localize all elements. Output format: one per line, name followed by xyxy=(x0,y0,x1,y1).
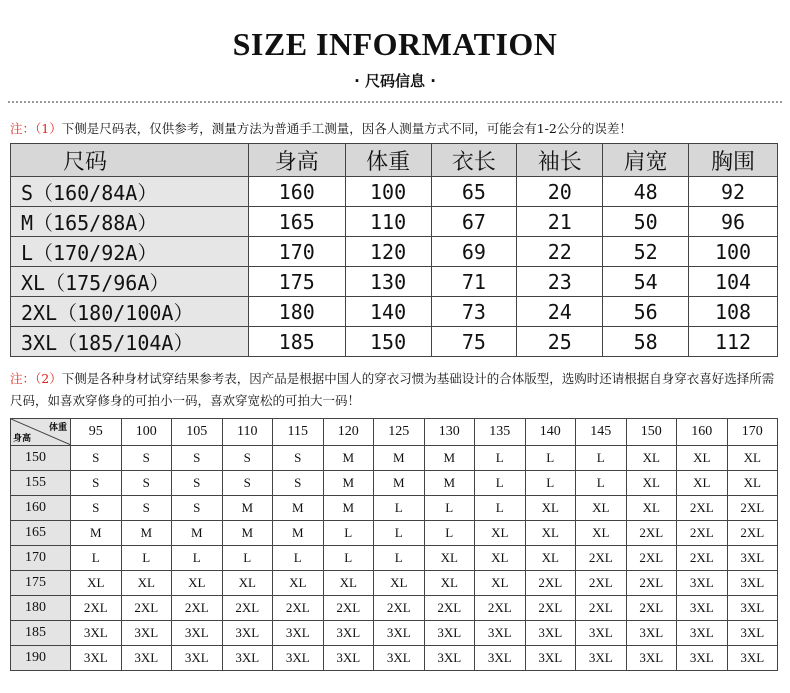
fit-size-cell: S xyxy=(121,496,172,521)
fit-size-cell: M xyxy=(374,471,425,496)
fit-size-cell: 3XL xyxy=(677,621,728,646)
fit-size-cell: 2XL xyxy=(626,596,677,621)
size-table-cell: 22 xyxy=(517,237,603,267)
fit-size-cell: 3XL xyxy=(374,621,425,646)
fit-size-cell: 2XL xyxy=(172,596,223,621)
fit-table-header-row xyxy=(11,419,778,446)
size-table-cell: 69 xyxy=(431,237,517,267)
size-table-cell: 65 xyxy=(431,177,517,207)
fit-size-cell: S xyxy=(222,446,273,471)
fit-table-row xyxy=(11,646,778,671)
corner-height-label: 身高 xyxy=(13,434,32,444)
weight-header-cell: 130 xyxy=(424,419,475,446)
size-table-cell: 104 xyxy=(689,267,778,297)
fit-size-cell: 3XL xyxy=(323,646,374,671)
fit-size-cell: 2XL xyxy=(374,596,425,621)
fit-size-cell: 3XL xyxy=(727,646,778,671)
fit-size-cell: 3XL xyxy=(172,621,223,646)
fit-table-row xyxy=(11,596,778,621)
height-header-cell: 185 xyxy=(11,621,71,646)
fit-size-cell: M xyxy=(273,496,324,521)
weight-header-cell: 120 xyxy=(323,419,374,446)
size-table-row xyxy=(11,327,778,357)
fit-size-cell: L xyxy=(71,546,122,571)
fit-size-cell: 3XL xyxy=(121,646,172,671)
size-table-cell: 140 xyxy=(345,297,431,327)
fit-size-cell: XL xyxy=(424,571,475,596)
fit-size-cell: M xyxy=(424,471,475,496)
fit-size-cell: 2XL xyxy=(626,521,677,546)
fit-size-cell: 2XL xyxy=(222,596,273,621)
fit-size-cell: 3XL xyxy=(626,646,677,671)
fit-reference-table xyxy=(10,418,778,671)
size-table-row xyxy=(11,237,778,267)
fit-size-cell: L xyxy=(475,471,526,496)
fit-table-row xyxy=(11,521,778,546)
size-table-cell: 110 xyxy=(345,207,431,237)
size-table-cell: 185 xyxy=(248,327,345,357)
size-table-cell: 56 xyxy=(603,297,689,327)
size-table-cell: 96 xyxy=(689,207,778,237)
fit-size-cell: 2XL xyxy=(121,596,172,621)
fit-size-cell: S xyxy=(273,471,324,496)
height-header-cell: 170 xyxy=(11,546,71,571)
weight-header-cell: 145 xyxy=(576,419,627,446)
fit-size-cell: M xyxy=(323,471,374,496)
note-prefix: 注：（2） xyxy=(10,371,62,386)
size-label-cell: 3XL（185/104A） xyxy=(11,327,249,357)
note-text: 下侧是尺码表，仅供参考，测量方法为普通手工测量，因各人测量方式不同，可能会有1-2公分的误差！ xyxy=(61,121,632,136)
fit-size-cell: XL xyxy=(273,571,324,596)
fit-size-cell: 3XL xyxy=(727,621,778,646)
size-table-header-cell: 衣长 xyxy=(431,144,517,177)
fit-size-cell: XL xyxy=(525,546,576,571)
fit-size-cell: 3XL xyxy=(727,571,778,596)
fit-size-cell: L xyxy=(374,496,425,521)
fit-size-cell: L xyxy=(121,546,172,571)
size-table-header-cell: 袖长 xyxy=(517,144,603,177)
size-table-cell: 50 xyxy=(603,207,689,237)
fit-size-cell: 3XL xyxy=(273,621,324,646)
height-header-cell: 165 xyxy=(11,521,71,546)
fit-size-cell: S xyxy=(71,446,122,471)
fit-size-cell: 3XL xyxy=(172,646,223,671)
fit-size-cell: XL xyxy=(475,571,526,596)
fit-size-cell: 3XL xyxy=(424,646,475,671)
fit-size-cell: 3XL xyxy=(677,646,728,671)
note-text: 下侧是各种身材试穿结果参考表，因产品是根据中国人的穿衣习惯为基础设计的合体版型，选购时还请根据自身穿衣喜好选择所需尺码，如喜欢穿修身的可拍小一码，喜欢穿宽松的可拍大一码！ xyxy=(10,371,775,408)
size-label-cell: XL（175/96A） xyxy=(11,267,249,297)
fit-size-cell: 2XL xyxy=(677,546,728,571)
fit-size-cell: 2XL xyxy=(626,546,677,571)
note-prefix: 注：（1） xyxy=(10,121,62,136)
fit-size-cell: 3XL xyxy=(71,621,122,646)
size-table xyxy=(10,143,778,357)
size-label-cell: 2XL（180/100A） xyxy=(11,297,249,327)
fit-table-row xyxy=(11,621,778,646)
size-table-cell: 165 xyxy=(248,207,345,237)
fit-size-cell: S xyxy=(121,471,172,496)
size-table-cell: 24 xyxy=(517,297,603,327)
size-table-row xyxy=(11,177,778,207)
fit-size-cell: XL xyxy=(475,546,526,571)
fit-size-cell: XL xyxy=(121,571,172,596)
fit-size-cell: 3XL xyxy=(727,546,778,571)
fit-size-cell: XL xyxy=(727,471,778,496)
fit-size-cell: 3XL xyxy=(576,646,627,671)
fit-size-cell: XL xyxy=(677,446,728,471)
size-table-cell: 130 xyxy=(345,267,431,297)
size-table-note xyxy=(10,118,632,140)
fit-size-cell: 2XL xyxy=(677,496,728,521)
weight-header-cell: 115 xyxy=(273,419,324,446)
fit-size-cell: L xyxy=(576,446,627,471)
fit-size-cell: 2XL xyxy=(424,596,475,621)
weight-header-cell: 105 xyxy=(172,419,223,446)
fit-size-cell: 3XL xyxy=(374,646,425,671)
fit-size-cell: 3XL xyxy=(576,621,627,646)
fit-size-cell: 2XL xyxy=(525,596,576,621)
page-subtitle: · 尺码信息 · xyxy=(354,72,436,90)
size-table-row xyxy=(11,207,778,237)
fit-size-cell: M xyxy=(172,521,223,546)
fit-table-row xyxy=(11,496,778,521)
weight-header-cell: 125 xyxy=(374,419,425,446)
fit-size-cell: XL xyxy=(374,571,425,596)
size-table-cell: 67 xyxy=(431,207,517,237)
fit-table-row xyxy=(11,546,778,571)
fit-size-cell: L xyxy=(525,471,576,496)
fit-size-cell: L xyxy=(576,471,627,496)
size-table-cell: 52 xyxy=(603,237,689,267)
fit-size-cell: L xyxy=(172,546,223,571)
fit-table-row xyxy=(11,471,778,496)
fit-size-cell: M xyxy=(323,496,374,521)
fit-size-cell: S xyxy=(172,446,223,471)
size-table-cell: 92 xyxy=(689,177,778,207)
fit-size-cell: M xyxy=(222,521,273,546)
size-label-cell: S（160/84A） xyxy=(11,177,249,207)
size-table-cell: 175 xyxy=(248,267,345,297)
weight-header-cell: 160 xyxy=(677,419,728,446)
fit-size-cell: S xyxy=(273,446,324,471)
size-table-cell: 25 xyxy=(517,327,603,357)
size-table-cell: 48 xyxy=(603,177,689,207)
size-table-cell: 73 xyxy=(431,297,517,327)
fit-size-cell: XL xyxy=(727,446,778,471)
size-table-header-cell: 体重 xyxy=(345,144,431,177)
fit-size-cell: 2XL xyxy=(475,596,526,621)
fit-size-cell: L xyxy=(475,446,526,471)
fit-size-cell: XL xyxy=(525,521,576,546)
fit-size-cell: XL xyxy=(525,496,576,521)
size-table-header-row xyxy=(11,144,778,177)
fit-size-cell: L xyxy=(424,521,475,546)
fit-size-cell: XL xyxy=(626,446,677,471)
weight-header-cell: 100 xyxy=(121,419,172,446)
weight-header-cell: 170 xyxy=(727,419,778,446)
fit-size-cell: 2XL xyxy=(677,521,728,546)
size-table-row xyxy=(11,297,778,327)
size-table-cell: 100 xyxy=(345,177,431,207)
fit-size-cell: S xyxy=(71,471,122,496)
fit-size-cell: 3XL xyxy=(727,596,778,621)
fit-size-cell: XL xyxy=(172,571,223,596)
fit-size-cell: S xyxy=(172,471,223,496)
fit-size-cell: M xyxy=(424,446,475,471)
weight-header-cell: 140 xyxy=(525,419,576,446)
weight-header-cell: 110 xyxy=(222,419,273,446)
fit-size-cell: M xyxy=(121,521,172,546)
fit-size-cell: L xyxy=(475,496,526,521)
height-header-cell: 175 xyxy=(11,571,71,596)
fit-size-cell: 3XL xyxy=(424,621,475,646)
size-table-header-cell: 尺码 xyxy=(11,144,249,177)
corner-weight-label: 体重 xyxy=(48,423,67,433)
size-table-row xyxy=(11,267,778,297)
fit-size-cell: S xyxy=(222,471,273,496)
size-label-cell: L（170/92A） xyxy=(11,237,249,267)
fit-size-cell: 3XL xyxy=(525,621,576,646)
fit-size-cell: XL xyxy=(222,571,273,596)
weight-header-cell: 95 xyxy=(71,419,122,446)
fit-size-cell: 3XL xyxy=(273,646,324,671)
fit-size-cell: L xyxy=(323,521,374,546)
height-header-cell: 155 xyxy=(11,471,71,496)
fit-table-row xyxy=(11,571,778,596)
fit-size-cell: M xyxy=(222,496,273,521)
size-table-cell: 180 xyxy=(248,297,345,327)
fit-size-cell: M xyxy=(323,446,374,471)
fit-size-cell: XL xyxy=(475,521,526,546)
size-table-cell: 100 xyxy=(689,237,778,267)
fit-size-cell: L xyxy=(374,521,425,546)
size-table-header-cell: 肩宽 xyxy=(603,144,689,177)
fit-size-cell: 3XL xyxy=(475,621,526,646)
fit-size-cell: 3XL xyxy=(121,621,172,646)
size-table-cell: 21 xyxy=(517,207,603,237)
fit-size-cell: L xyxy=(525,446,576,471)
size-table-cell: 20 xyxy=(517,177,603,207)
size-table-cell: 75 xyxy=(431,327,517,357)
size-table-cell: 54 xyxy=(603,267,689,297)
size-table-header-cell: 胸围 xyxy=(689,144,778,177)
size-label-cell: M（165/88A） xyxy=(11,207,249,237)
fit-size-cell: 3XL xyxy=(222,621,273,646)
fit-size-cell: 2XL xyxy=(576,571,627,596)
fit-size-cell: 3XL xyxy=(525,646,576,671)
size-table-cell: 71 xyxy=(431,267,517,297)
fit-size-cell: 3XL xyxy=(71,646,122,671)
dotted-divider xyxy=(8,101,782,103)
fit-size-cell: S xyxy=(121,446,172,471)
fit-size-cell: S xyxy=(71,496,122,521)
size-table-cell: 108 xyxy=(689,297,778,327)
fit-size-cell: XL xyxy=(71,571,122,596)
fit-size-cell: 3XL xyxy=(475,646,526,671)
fit-table-corner-cell xyxy=(11,419,71,446)
fit-size-cell: 3XL xyxy=(323,621,374,646)
fit-size-cell: 2XL xyxy=(626,571,677,596)
fit-size-cell: XL xyxy=(626,471,677,496)
height-header-cell: 160 xyxy=(11,496,71,521)
height-header-cell: 150 xyxy=(11,446,71,471)
fit-size-cell: 2XL xyxy=(273,596,324,621)
fit-table-note xyxy=(10,368,785,412)
fit-size-cell: 2XL xyxy=(576,596,627,621)
weight-header-cell: 135 xyxy=(475,419,526,446)
fit-size-cell: XL xyxy=(424,546,475,571)
fit-size-cell: 2XL xyxy=(71,596,122,621)
fit-size-cell: 2XL xyxy=(727,521,778,546)
fit-size-cell: M xyxy=(71,521,122,546)
fit-size-cell: S xyxy=(172,496,223,521)
fit-table-row xyxy=(11,446,778,471)
fit-size-cell: L xyxy=(323,546,374,571)
size-table-cell: 120 xyxy=(345,237,431,267)
size-table-cell: 23 xyxy=(517,267,603,297)
fit-size-cell: 3XL xyxy=(626,621,677,646)
fit-size-cell: XL xyxy=(323,571,374,596)
fit-size-cell: 2XL xyxy=(323,596,374,621)
fit-size-cell: L xyxy=(273,546,324,571)
fit-size-cell: L xyxy=(424,496,475,521)
fit-size-cell: 3XL xyxy=(222,646,273,671)
size-table-cell: 112 xyxy=(689,327,778,357)
size-table-cell: 58 xyxy=(603,327,689,357)
size-table-cell: 160 xyxy=(248,177,345,207)
fit-size-cell: XL xyxy=(576,496,627,521)
fit-size-cell: 2XL xyxy=(727,496,778,521)
fit-size-cell: XL xyxy=(576,521,627,546)
fit-size-cell: 2XL xyxy=(525,571,576,596)
height-header-cell: 190 xyxy=(11,646,71,671)
fit-size-cell: XL xyxy=(626,496,677,521)
fit-size-cell: XL xyxy=(677,471,728,496)
size-table-cell: 150 xyxy=(345,327,431,357)
fit-size-cell: L xyxy=(374,546,425,571)
fit-size-cell: M xyxy=(374,446,425,471)
fit-size-cell: M xyxy=(273,521,324,546)
page-title: SIZE INFORMATION xyxy=(232,26,558,62)
fit-size-cell: 3XL xyxy=(677,596,728,621)
height-header-cell: 180 xyxy=(11,596,71,621)
size-table-cell: 170 xyxy=(248,237,345,267)
fit-size-cell: 3XL xyxy=(677,571,728,596)
weight-header-cell: 150 xyxy=(626,419,677,446)
size-table-header-cell: 身高 xyxy=(248,144,345,177)
fit-size-cell: 2XL xyxy=(576,546,627,571)
fit-size-cell: L xyxy=(222,546,273,571)
